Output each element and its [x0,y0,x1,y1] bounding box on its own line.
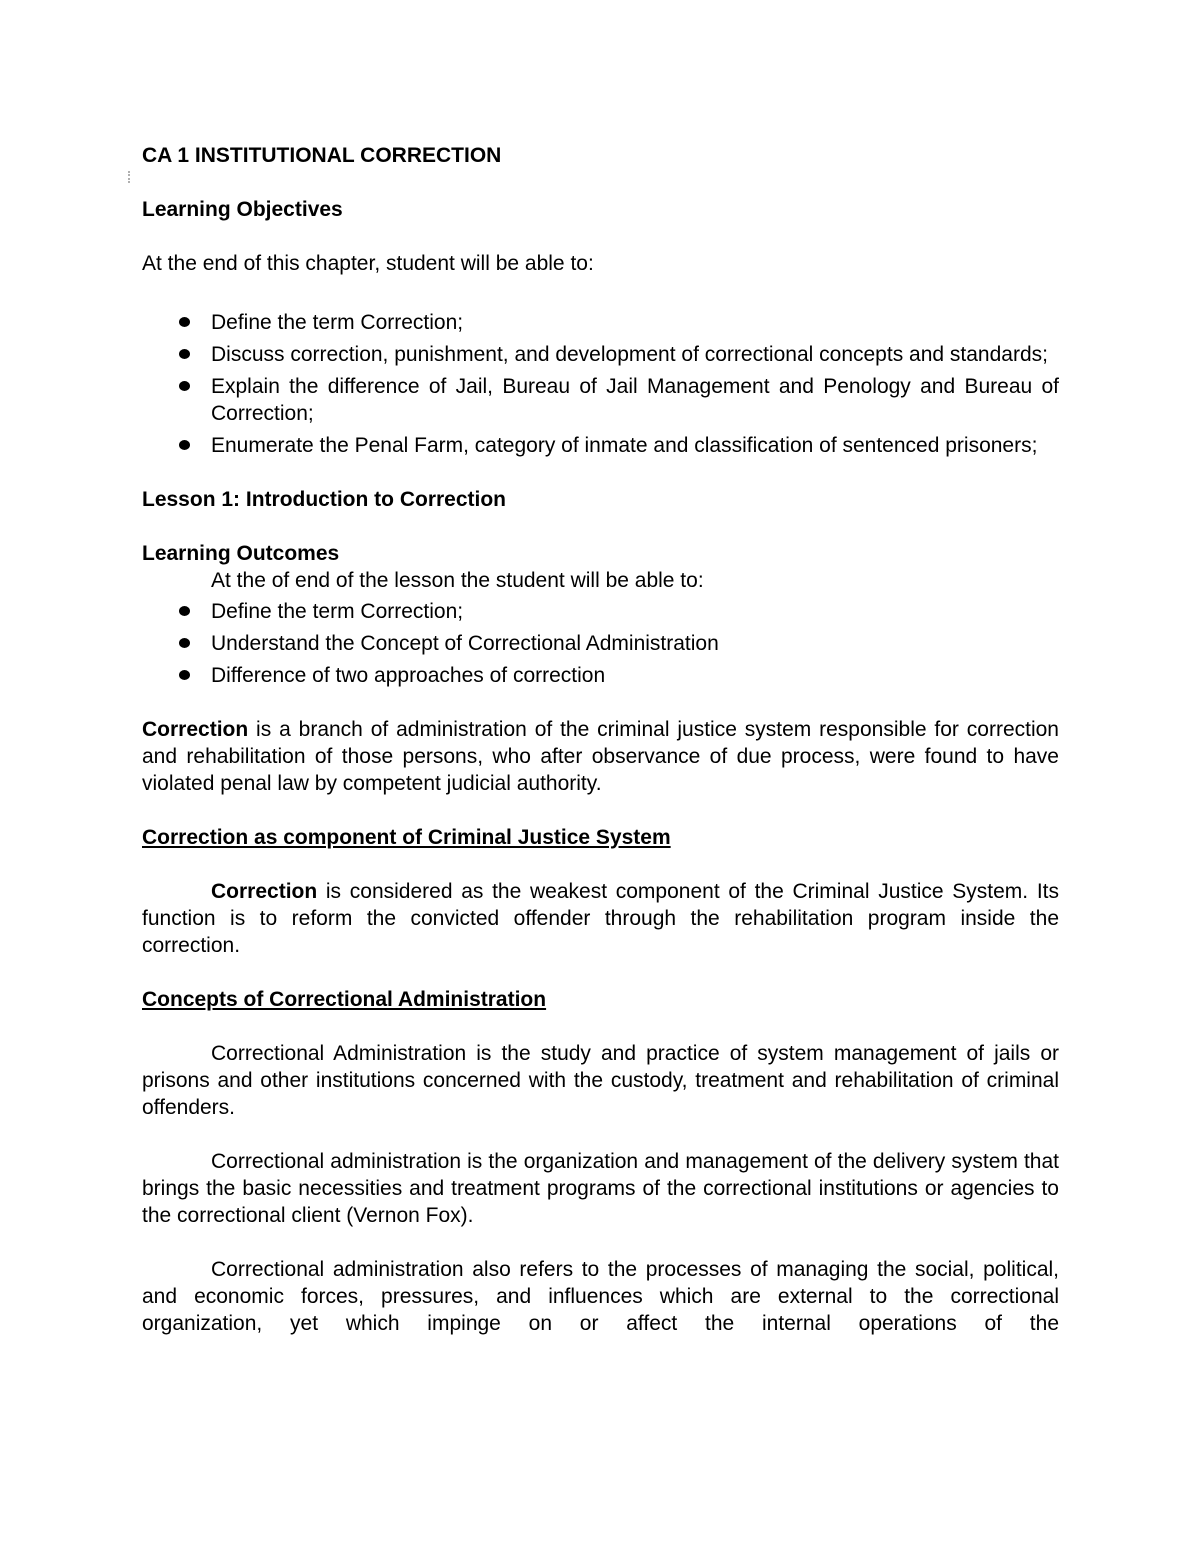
outcomes-list [142,598,1059,689]
page-title: CA 1 INSTITUTIONAL CORRECTION [142,144,502,167]
component-term: Correction [211,880,318,903]
objectives-heading: Learning Objectives [142,198,343,221]
component-paragraph: Correction is considered as the weakest component of the Criminal Justice System. Its function is to reform the convicted offender through the rehabilitation program inside the correction. [142,880,1059,957]
list-item: Enumerate the Penal Farm, category of inmate and classification of sentenced prisoners; [142,432,1059,459]
lesson-heading: Lesson 1: Introduction to Correction [142,488,507,511]
concepts-heading: Concepts of Correctional Administration [142,988,547,1011]
outcomes-heading: Learning Outcomes [142,542,340,565]
bullet-icon [179,670,190,680]
list-item: Discuss correction, punishment, and development of correctional concepts and standards; [142,341,1059,368]
outcomes-intro: At the of end of the lesson the student will be able to: [211,569,704,592]
list-item: Explain the difference of Jail, Bureau of Jail Management and Penology and Bureau of Correction; [142,373,1059,427]
bullet-icon [179,638,190,648]
list-item: Define the term Correction; [142,598,1059,625]
correction-definition: Correction is a branch of administration of the criminal justice system responsible for correction and rehabilitation of those persons, who after observance of due process, were found to have violated penal law by competent judicial authority. [142,718,1059,795]
list-item: Define the term Correction; [142,309,1059,336]
component-heading: Correction as component of Criminal Justice System [142,826,671,849]
objectives-list [142,309,1059,459]
document-page [142,142,1059,1337]
bullet-icon [179,381,190,391]
bullet-icon [179,440,190,450]
margin-mark [128,171,133,183]
concepts-paragraph: Correctional administration is the organization and management of the delivery system that brings the basic necessities and treatment programs of the correctional institutions or agencies to the correctional client (Vernon Fox). [142,1150,1059,1227]
objectives-intro: At the end of this chapter, student will be able to: [142,252,594,275]
bullet-icon [179,317,190,327]
bullet-icon [179,349,190,359]
concepts-paragraph: Correctional administration also refers to the processes of managing the social, political, and economic forces, pressures, and influences which are external to the correctional organization, yet which impinge on or affect the internal operations of the [142,1258,1059,1335]
bullet-icon [179,606,190,616]
definition-term: Correction [142,718,249,741]
list-item: Understand the Concept of Correctional Administration [142,630,1059,657]
list-item: Difference of two approaches of correction [142,662,1059,689]
concepts-paragraph: Correctional Administration is the study and practice of system management of jails or prisons and other institutions concerned with the custody, treatment and rehabilitation of criminal offenders. [142,1042,1059,1119]
